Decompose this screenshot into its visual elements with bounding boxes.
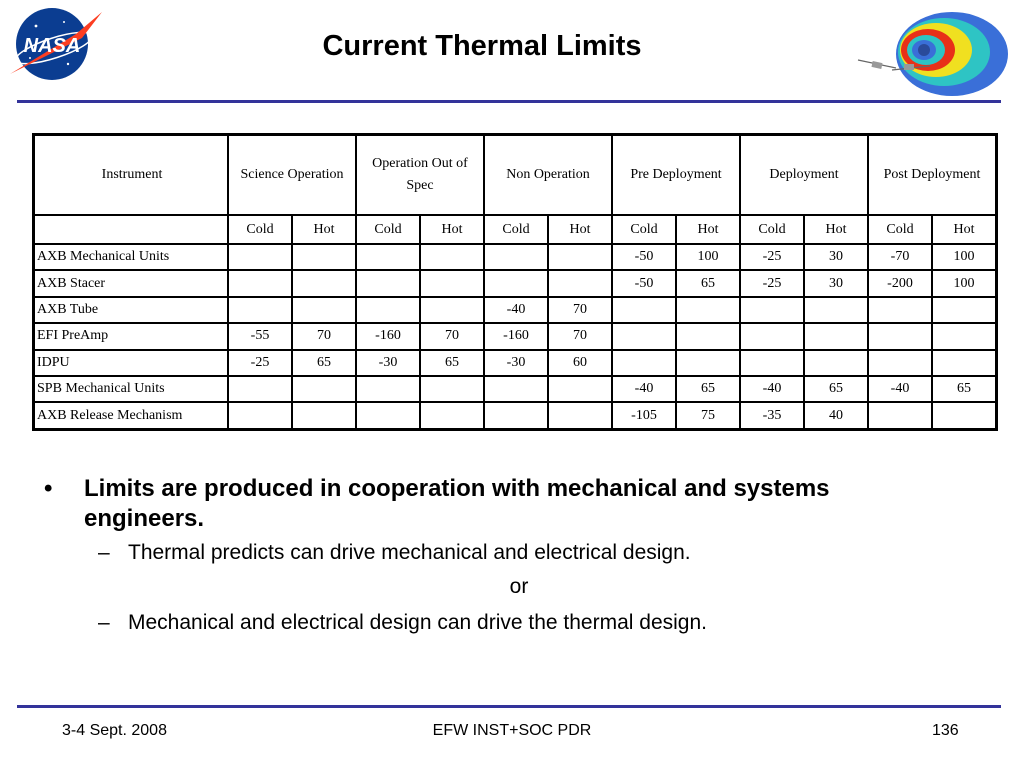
limit-value-cell: -30: [484, 350, 548, 376]
subheader-blank: [34, 215, 229, 244]
subheader-cold: Cold: [484, 215, 548, 244]
limit-value-cell: [548, 270, 612, 296]
header-deployment: Deployment: [740, 135, 868, 216]
limit-value-cell: -50: [612, 270, 676, 296]
limit-value-cell: [740, 297, 804, 323]
header-science-operation: Science Operation: [228, 135, 356, 216]
instrument-name-cell: SPB Mechanical Units: [34, 376, 229, 402]
limit-value-cell: [420, 270, 484, 296]
limit-value-cell: [868, 350, 932, 376]
limit-value-cell: [356, 244, 420, 270]
limit-value-cell: [612, 323, 676, 349]
limit-value-cell: [228, 376, 292, 402]
sub-bullet-item: [44, 606, 904, 640]
limit-value-cell: 70: [292, 323, 356, 349]
limit-value-cell: [676, 350, 740, 376]
table-body: [34, 244, 997, 429]
dash-marker: –: [98, 611, 110, 634]
subheader-hot: Hot: [804, 215, 868, 244]
limit-value-cell: -25: [740, 244, 804, 270]
table-subheader-row: [34, 215, 997, 244]
instrument-name-cell: AXB Mechanical Units: [34, 244, 229, 270]
limit-value-cell: [228, 270, 292, 296]
dash-marker: –: [98, 541, 110, 564]
limit-value-cell: [292, 297, 356, 323]
limit-value-cell: 70: [548, 323, 612, 349]
sub-bullet-item: [44, 536, 904, 570]
limit-value-cell: [356, 402, 420, 429]
limit-value-cell: -55: [228, 323, 292, 349]
subheader-cold: Cold: [356, 215, 420, 244]
limit-value-cell: [868, 323, 932, 349]
limit-value-cell: [804, 323, 868, 349]
header-post-deployment: Post Deployment: [868, 135, 997, 216]
sub-bullet-text: Thermal predicts can drive mechanical and electrical design.: [128, 541, 691, 564]
limit-value-cell: [804, 297, 868, 323]
limit-value-cell: [292, 402, 356, 429]
limit-value-cell: [740, 350, 804, 376]
subheader-hot: Hot: [292, 215, 356, 244]
limit-value-cell: [932, 323, 997, 349]
subheader-cold: Cold: [228, 215, 292, 244]
limit-value-cell: -200: [868, 270, 932, 296]
limit-value-cell: -25: [740, 270, 804, 296]
table-row: [34, 350, 997, 376]
limit-value-cell: -35: [740, 402, 804, 429]
limit-value-cell: [868, 297, 932, 323]
table-row: [34, 297, 997, 323]
thermal-limits-table: [32, 133, 998, 431]
limit-value-cell: [676, 323, 740, 349]
or-separator: or: [509, 575, 529, 598]
limit-value-cell: 70: [420, 323, 484, 349]
limit-value-cell: [228, 297, 292, 323]
limit-value-cell: [868, 402, 932, 429]
table-row: [34, 323, 997, 349]
header-instrument: Instrument: [34, 135, 229, 216]
limit-value-cell: [356, 297, 420, 323]
limit-value-cell: [548, 376, 612, 402]
page-number: 136: [932, 722, 959, 739]
limit-value-cell: -30: [356, 350, 420, 376]
limit-value-cell: [420, 402, 484, 429]
footer-divider: [17, 705, 1001, 708]
table-row: [34, 244, 997, 270]
limit-value-cell: [548, 244, 612, 270]
limit-value-cell: [484, 270, 548, 296]
limit-value-cell: [292, 270, 356, 296]
limit-value-cell: [356, 270, 420, 296]
bullet-list: [44, 474, 904, 640]
limit-value-cell: 65: [420, 350, 484, 376]
limit-value-cell: [420, 376, 484, 402]
limit-value-cell: [932, 297, 997, 323]
limit-value-cell: [932, 350, 997, 376]
header-divider: [17, 100, 1001, 103]
limit-value-cell: -105: [612, 402, 676, 429]
limit-value-cell: [740, 323, 804, 349]
header-non-operation: Non Operation: [484, 135, 612, 216]
subheader-cold: Cold: [740, 215, 804, 244]
instrument-name-cell: AXB Tube: [34, 297, 229, 323]
limit-value-cell: 65: [676, 376, 740, 402]
limit-value-cell: 65: [804, 376, 868, 402]
table-row: [34, 376, 997, 402]
limit-value-cell: [292, 376, 356, 402]
subheader-hot: Hot: [548, 215, 612, 244]
limit-value-cell: [420, 297, 484, 323]
limit-value-cell: [676, 297, 740, 323]
table-row: [34, 402, 997, 429]
limit-value-cell: -70: [868, 244, 932, 270]
subheader-cold: Cold: [612, 215, 676, 244]
limit-value-cell: 65: [676, 270, 740, 296]
bullet-item: [44, 474, 904, 534]
limit-value-cell: -160: [484, 323, 548, 349]
page-title: Current Thermal Limits: [322, 30, 642, 62]
header-pre-deployment: Pre Deployment: [612, 135, 740, 216]
subheader-hot: Hot: [932, 215, 997, 244]
limit-value-cell: 65: [932, 376, 997, 402]
radiation-belt-illustration: [852, 8, 1012, 104]
limit-value-cell: 60: [548, 350, 612, 376]
limit-value-cell: -25: [228, 350, 292, 376]
bullet-dot: •: [44, 475, 53, 502]
limit-value-cell: [228, 402, 292, 429]
limit-value-cell: -40: [612, 376, 676, 402]
bullet-text: Limits are produced in cooperation with mechanical and systems engineers.: [84, 475, 830, 532]
limit-value-cell: 40: [804, 402, 868, 429]
limit-value-cell: 70: [548, 297, 612, 323]
subheader-hot: Hot: [420, 215, 484, 244]
limit-value-cell: 100: [932, 270, 997, 296]
footer-event: EFW INST+SOC PDR: [432, 722, 592, 739]
limit-value-cell: -40: [868, 376, 932, 402]
limit-value-cell: [484, 244, 548, 270]
limit-value-cell: 30: [804, 244, 868, 270]
limit-value-cell: [484, 402, 548, 429]
subheader-hot: Hot: [676, 215, 740, 244]
limit-value-cell: [228, 244, 292, 270]
limit-value-cell: [804, 350, 868, 376]
limit-value-cell: [612, 297, 676, 323]
limit-value-cell: 100: [932, 244, 997, 270]
instrument-name-cell: EFI PreAmp: [34, 323, 229, 349]
table-row: [34, 270, 997, 296]
table-header-row: [34, 135, 997, 216]
instrument-name-cell: AXB Stacer: [34, 270, 229, 296]
limit-value-cell: [932, 402, 997, 429]
limit-value-cell: -40: [740, 376, 804, 402]
limit-value-cell: 30: [804, 270, 868, 296]
instrument-name-cell: AXB Release Mechanism: [34, 402, 229, 429]
limit-value-cell: [356, 376, 420, 402]
limit-value-cell: 65: [292, 350, 356, 376]
limit-value-cell: 75: [676, 402, 740, 429]
subheader-cold: Cold: [868, 215, 932, 244]
limit-value-cell: [548, 402, 612, 429]
header-operation-out-of-spec: Operation Out of Spec: [356, 135, 484, 216]
sub-bullet-text: Mechanical and electrical design can drive the thermal design.: [128, 611, 707, 634]
limit-value-cell: [612, 350, 676, 376]
limit-value-cell: [484, 376, 548, 402]
footer-date: 3-4 Sept. 2008: [62, 722, 167, 739]
svg-text:NASA: NASA: [23, 35, 81, 57]
limit-value-cell: 100: [676, 244, 740, 270]
limit-value-cell: -160: [356, 323, 420, 349]
limit-value-cell: -40: [484, 297, 548, 323]
limit-value-cell: [420, 244, 484, 270]
limit-value-cell: [292, 244, 356, 270]
instrument-name-cell: IDPU: [34, 350, 229, 376]
limit-value-cell: -50: [612, 244, 676, 270]
